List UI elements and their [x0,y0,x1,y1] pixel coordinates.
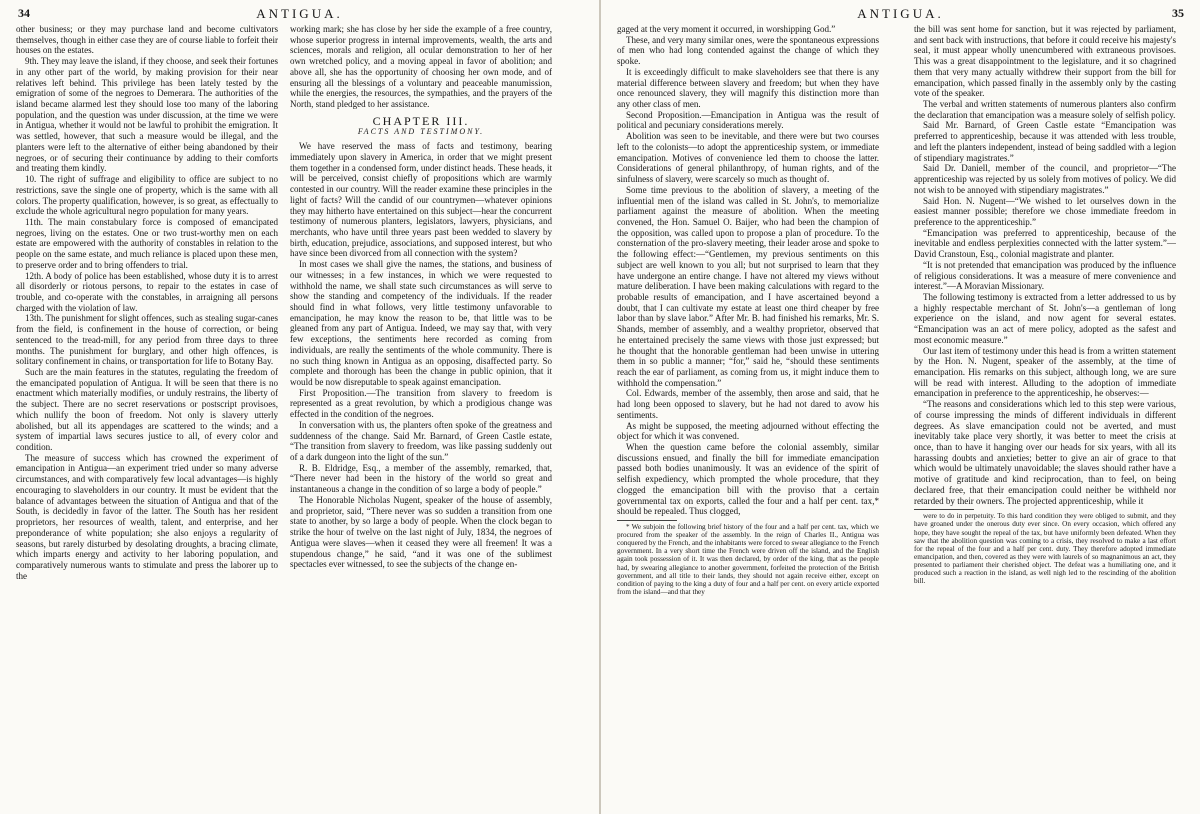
right-page-number: 35 [1172,6,1184,20]
left-running-head [0,4,599,22]
paragraph: It is exceedingly difficult to make slaveholders see that there is any material difference between slavery and freedom; but when they have once renounced slavery, they will magnify this distinction more than any other class of men. [617,66,879,110]
paragraph: Said Dr. Daniell, member of the council, and proprietor—“The apprenticeship was rejected by us solely from motives of policy. We did not wish to be annoyed with stipendiary magistrates.” [914,163,1176,195]
paragraph: We have reserved the mass of facts and testimony, bearing immediately upon slavery in America, in order that we might present them together in a condensed form, under distinct heads. These heads, it will be perceived, consist chiefly of propositions which are warmly contested in our country. Will the reader examine these principles in the light of facts? Will the candid of our countrymen—whatever opinions they may hitherto have entertained on this subject—hear the concurrent testimony of numerous planters, legislators, lawyers, physicians, and merchants, who have until three years past been wedded to slavery by birth, education, prejudice, associations, and supposed interest, but who have since been divorced from all connection with the system? [290,141,552,259]
paragraph: These, and very many similar ones, were the spontaneous expressions of men who had long contended against the change of which they spoke. [617,34,879,67]
paragraph: As might be supposed, the meeting adjourned without effecting the object for which it was convened. [617,420,879,442]
paragraph: Said Hon. N. Nugent—“We wished to let ourselves down in the easiest manner possible; therefore we chose immediate freedom in preference to the apprenticeship.” [914,195,1176,227]
right-column-1 [617,24,879,810]
paragraph: The following testimony is extracted from a letter addressed to us by a highly respectable merchant of St. John's—a gentleman of long experience on the island, and now agent for several estates. “Emancipation was an act of mere policy, adopted as the safest and most economic measure.” [914,291,1176,345]
paragraph: The Honorable Nicholas Nugent, speaker of the house of assembly, and proprietor, said, “There never was so sudden a transition from one state to another, by so large a body of people. When the clock began to strike the hour of twelve on the last night of July, 1834, the negroes of Antigua were slaves—when it ceased they were all freemen! It was a stupendous change,” he said, “and it was one of the sublimest spectacles ever witnessed, to see the subjects of the change en- [290,494,552,570]
left-running-title: ANTIGUA. [256,6,343,21]
footnote-rule [914,509,974,510]
right-page [601,0,1200,814]
paragraph: other business; or they may purchase land and become cultivators themselves, though in either case they are of course liable to forfeit their houses on the estates. [16,24,278,56]
paragraph: Our last item of testimony under this head is from a written statement by the Hon. N. Nugent, speaker of the assembly, at the time of emancipation. His remarks on this subject, although long, we are sure will be read with interest. Alluding to the adoption of immediate emancipation in preference to the apprenticeship, he observes:— [914,345,1176,399]
left-page [0,0,599,814]
paragraph: 13th. The punishment for slight offences, such as stealing sugar-canes from the field, is confinement in the house of correction, or being sentenced to the tread-mill, for any period from three days to three months. The punishment for burglary, and other high offences, is solitary confinement in chains, or transportation for life to Botany Bay. [16,313,278,367]
paragraph: “The reasons and considerations which led to this step were various, of course impressing the minds of different individuals in different degrees. As slave emancipation could not be averted, and must inevitably take place very shortly, it was better to meet the crisis at once, than to have it hanging over our heads for six years, with all its harassing doubts and anxieties; better to give an air of grace to that which would be ultimately unavoidable; the slaves should rather have a motive of gratitude and kind reciprocation, than to feel, on being declared free, that their emancipation could neither be withheld nor retarded by their owners. The projected apprenticeship, while it [914,399,1176,506]
paragraph: 11th. The main constabulary force is composed of emancipated negroes, living on the estates. One or two trust-worthy men on each estate are empowered with the authority of constables in relation to the people on the same estate, and much reliance is placed upon these men, to preserve order and to bring offenders to trial. [16,216,278,270]
paragraph: The verbal and written statements of numerous planters also confirm the declaration that emancipation was a measure solely of selfish policy. [914,99,1176,120]
chapter-heading: CHAPTER III. [372,113,470,128]
right-column-2 [914,24,1176,810]
paragraph: working mark; she has close by her side the example of a free country, whose superior progress in internal improvements, wealth, the arts and sciences, morals and religion, all ocular demonstration to her of her own wretched policy, and a moving appeal in favor of abolition; and above all, she has the opportunity of choosing her own mode, and of ensuring all the blessings of a voluntary and peaceable manumission, while the energies, the resources, the sympathies, and the prayers of the North, stand pledged to her assistance. [290,24,552,110]
paragraph: Abolition was seen to be inevitable, and there were but two courses left to the colonists—to adopt the apprenticeship system, or immediate emancipation. Motives of convenience led them to choose the latter. Considerations of general philanthropy, of human rights, and of the sinfulness of slavery, were scarcely so much as thought of. [617,131,879,185]
paragraph: In conversation with us, the planters often spoke of the greatness and suddenness of the change. Said Mr. Barnard, of Green Castle estate, “The transition from slavery to freedom, was like passing suddenly out of a dark dungeon into the light of the sun.” [290,419,552,463]
paragraph: “It is not pretended that emancipation was produced by the influence of religious considerations. It was a measure of mere convenience and interest.”—A Moravian Missionary. [914,259,1176,292]
paragraph: “Emancipation was preferred to apprenticeship, because of the inevitable and endless perplexities connected with the latter system.”—David Cranstoun, Esq., colonial magistrate and planter. [914,227,1176,260]
paragraph: Such are the main features in the statutes, regulating the freedom of the emancipated population of Antigua. It will be seen that there is no enactment which materially modifies, or unduly restrains, the liberty of the subject. There are no secret reservations or postscript provisoes, which nullify the boon of freedom. Not only is slavery utterly abolished, but all its appendages are scattered to the winds; and a system of impartial laws secures justice to all, of every color and condition. [16,367,278,453]
paragraph: When the question came before the colonial assembly, similar discussions ensued, and finally the bill for immediate emancipation passed both bodies unanimously. It was an evidence of the spirit of selfish expediency, which prompted the whole procedure, that they clogged the emancipation bill with the proviso that a certain governmental tax on exports, called the four and a half per cent. tax,* should be repealed. Thus clogged, [617,442,879,517]
paragraph: R. B. Eldridge, Esq., a member of the assembly, remarked, that, “There never had been in the history of the world so great and instantaneous a change in the condition of so large a body of people.” [290,462,552,495]
left-column-2 [290,24,552,810]
paragraph: the bill was sent home for sanction, but it was rejected by parliament, and sent back with instructions, that before it could receive his majesty's seal, it must appear wholly unencumbered with extraneous provisoes. This was a great disappointment to the legislature, and it so chagrined them that very many actually withdrew their support from the bill for emancipation, which passed finally in the assembly only by the casting vote of the speaker. [914,24,1176,99]
paragraph: In most cases we shall give the names, the stations, and business of our witnesses; in a few instances, in which we were requested to withhold the name, we shall state such circumstances as will serve to show the standing and competency of the individuals. If the reader should find in what follows, very little testimony unfavorable to emancipation, he may know the reason to be, that little was to be gleaned from any part of Antigua. Indeed, we may say that, with very few exceptions, the sentiments here recorded as coming from individuals, are really the sentiments of the whole community. There is no such thing known in Antigua as an opposing, disaffected party. So complete and thorough has been the change in public opinion, that it would be now disreputable to speak against emancipation. [290,259,552,387]
paragraph: Said Mr. Barnard, of Green Castle estate “Emancipation was preferred to apprenticeship, because it was attended with less trouble, and left the planters independent, instead of being saddled with a legion of stipendiary magistrates.” [914,120,1176,163]
paragraph: 12th. A body of police has been established, whose duty it is to arrest all disorderly or riotous persons, to repair to the estates in case of trouble, and co-operate with the constables, in arraigning all persons charged with the violation of law. [16,270,278,313]
paragraph: Second Proposition.—Emancipation in Antigua was the result of political and pecuniary considerations merely. [617,109,879,131]
footnote-rule [617,520,677,521]
paragraph: gaged at the very moment it occurred, in worshipping God.” [617,24,836,34]
right-running-head [601,4,1200,22]
paragraph: 10. The right of suffrage and eligibility to office are subject to no restrictions, save the single one of property, which is the same with all colors. The property qualification, however, is so great, as effectually to exclude the whole agricultural negro population for many years. [16,174,278,217]
paragraph: First Proposition.—The transition from slavery to freedom is represented as a great revolution, by which a prodigious change was effected in the condition of the negroes. [290,387,552,420]
right-running-title: ANTIGUA. [857,6,944,21]
paragraph: Some time previous to the abolition of slavery, a meeting of the influential men of the island was called in St. John's, to memorialize parliament against the measure of abolition. When the meeting convened, the Hon. Samuel O. Baijer, who had been the champion of the opposition, was called upon to propose a plan of procedure. To the consternation of the pro-slavery meeting, their leader arose and spoke to the following effect:—“Gentlemen, my previous sentiments on this subject are well known to you all; but not surprised to learn that they have undergone an entire change. I have not altered my views without mature deliberation. I have been making calculations with regard to the probable results of emancipation, and I have ascertained beyond a doubt, that I can cultivate my estate at least one third cheaper by free labor than by slave labor.” After Mr. B. had finished his remarks, Mr. S. Shands, member of assembly, and a wealthy proprietor, observed that he entertained precisely the same views with those just expressed; but he thought that the honorable gentleman had been unwise in uttering them in so public a manner; “for,” said he, “should these sentiments reach the ear of parliament, as coming from us, it might induce them to withhold the compensation.” [617,184,879,388]
footnote-continued: were to do in perpetuity. To this hard condition they were obliged to submit, and they have groaned under the onerous duty ever since. On every occasion, which offered any hope, they have sought the repeal of the tax, but have uniformly been defeated. When they saw that the abolition question was coming to a crisis, they resolved to make a last effort for the repeal of the four and a half per cent. duty. They therefore adopted immediate emancipation, and then, covered as they were with laurels of so magnanimous an act, they presented to parliament their cherished object. The defeat was a humiliating one, and it produced such a reaction in the island, as well nigh led to the rescinding of the abolition bill. [914,512,1176,586]
paragraph: 9th. They may leave the island, if they choose, and seek their fortunes in any other part of the world, by making provision for their near relatives left behind. This privilege has been lately tested by the emigration of some of the negroes to Demerara. The authorities of the island became alarmed lest they should lose too many of the laboring population, and the question was under discussion, at the time we were in Antigua, whether it would not be lawful to prohibit the emigration. It was settled, however, that such a measure would be illegal, and the planters were left to the alternative of either being abandoned by their negroes, or of securing their continuance by adding to their comforts and treating them kindly. [16,56,278,174]
footnote: * We subjoin the following brief history of the four and a half per cent. tax, which we procured from the speaker of the assembly. In the reign of Charles II., Antigua was conquered by the French, and the inhabitants were forced to swear allegiance to the French government. In a very short time the French were driven off the island, and the English again took possession of it. It was then declared, by order of the king, that as the people had, by swearing allegiance to another government, forfeited the protection of the British government, and all title to their lands, they should not again receive either, except on condition of paying to the king a duty of four and a half per cent. on every article exported from the island—and that they [617,523,879,596]
paragraph: Col. Edwards, member of the assembly, then arose and said, that he had long been opposed to slavery, but he had not dared to avow his sentiments. [617,388,879,420]
left-page-number: 34 [18,6,30,20]
paragraph: The measure of success which has crowned the experiment of emancipation in Antigua—an experiment tried under so many adverse circumstances, and with comparatively few local advantages—is highly encouraging to slaveholders in our country. It must be evident that the balance of advantages between the situation of Antigua and that of the South, is decidedly in favor of the latter. The South has her resident proprietors, her resources of wealth, talent, and enterprise, and her preponderance of white population; she also enjoys a regularity of seasons, but rarely disturbed by desolating droughts, a bracing climate, which imparts energy and activity to her laboring population, and comparatively numerous wants to stimulate and press the laborer up to the [16,452,278,581]
chapter-subheading: FACTS AND TESTIMONY. [357,127,485,137]
left-column-1 [16,24,278,810]
